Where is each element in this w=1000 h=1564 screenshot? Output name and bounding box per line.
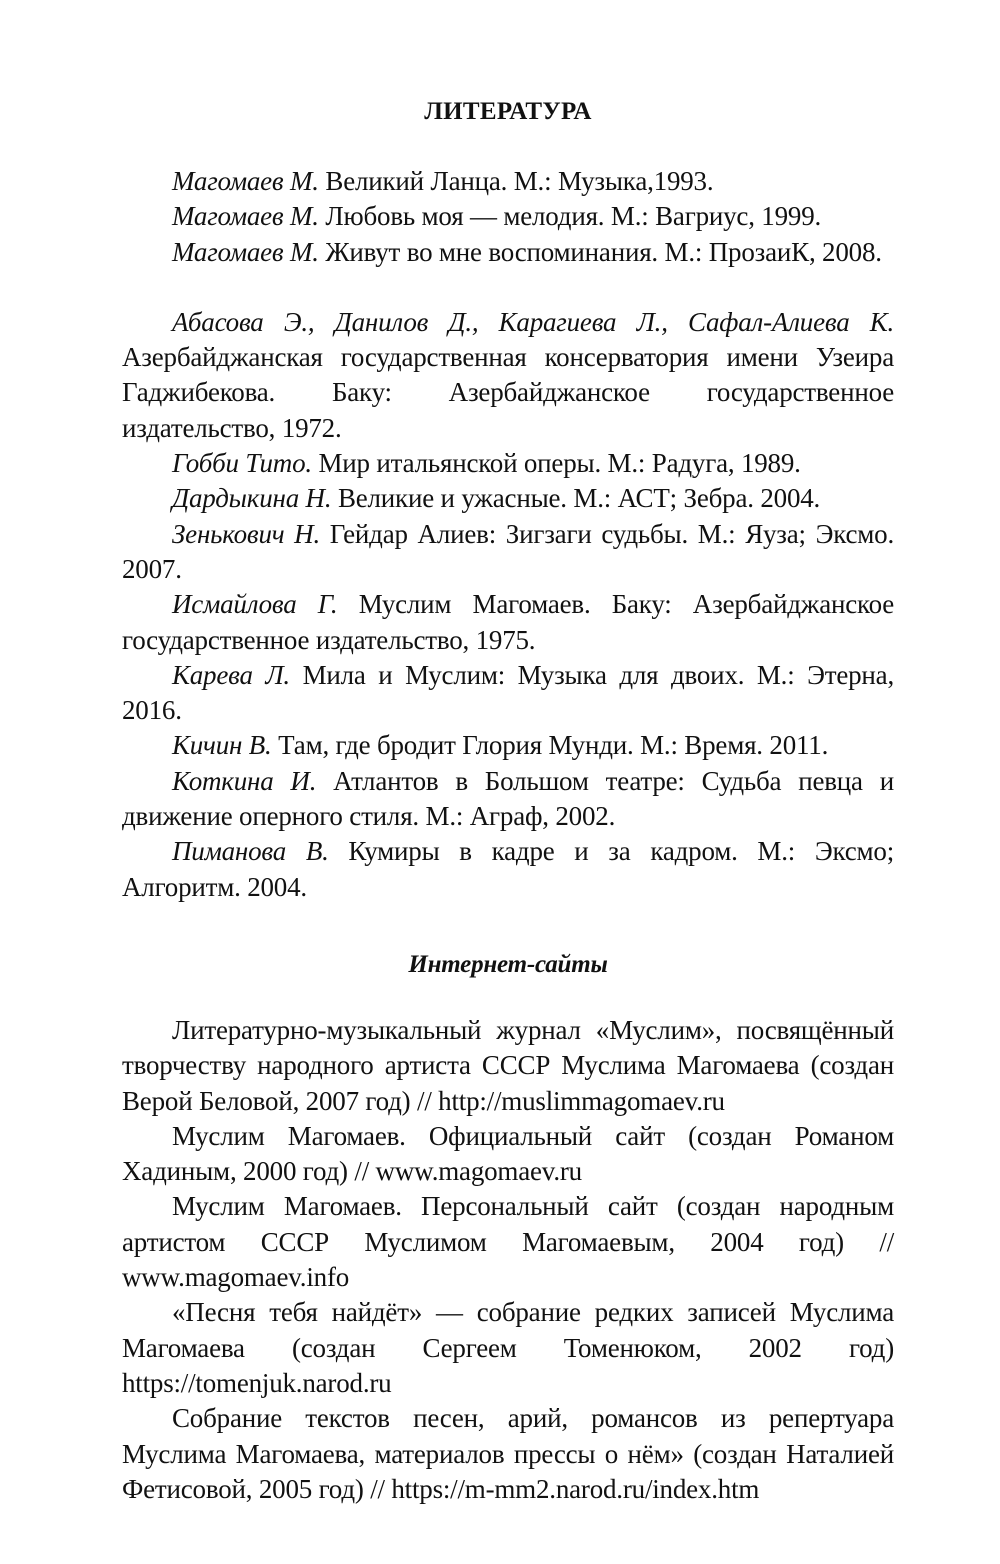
entry-text: Кумиры в кадре и за кадром. М.: Эксмо; Алгоритм. 2004. [122,836,894,902]
entry-author: Исмайлова Г. [172,589,338,620]
list-item [122,587,894,658]
list-item [122,305,894,446]
entry-author: Пиманова В. [172,836,329,867]
entry-author: Дардыкина Н. [172,483,332,514]
entry-text: Мир итальянской оперы. М.: Радуга, 1989. [311,448,801,479]
entry-author: Абасова Э., Данилов Д., Карагиева Л., Сафал-Алиева К. [172,306,894,337]
entry-text: Живут во мне воспоминания. М.: ПрозаиК, 2008. [318,236,882,267]
literature-list [122,305,894,905]
entry-text: Великие и ужасные. М.: АСТ; Зебра. 2004. [331,483,821,514]
entry-author: Магомаев М. [172,236,319,267]
entry-text: Любовь моя — мелодия. М.: Вагриус, 1999. [318,201,822,232]
entry-text: Азербайджанская государственная консерватория имени Узеира Гаджибекова. Баку: Азербайджанское государственное издательство, 1972. [122,342,894,443]
list-item [122,481,894,516]
bibliography-page [122,92,894,1507]
page-title: ЛИТЕРАТУРА [424,98,592,125]
list-item [122,446,894,481]
entry-author: Зенькович Н. [172,518,321,549]
list-item [122,658,894,729]
list-item [122,164,894,199]
entry-author: Магомаев М. [172,201,319,232]
entry-text: Мила и Муслим: Музыка для двоих. М.: Этерна, 2016. [122,659,894,726]
entry-text: Гейдар Алиев: Зигзаги судьбы. М.: Яуза; Эксмо. 2007. [122,518,894,584]
list-item [122,764,894,835]
list-item: Литературно-музыкальный журнал «Муслим», посвящённый творчеству народного артиста СССР Муслима Магомаева (создан Верой Беловой, 2007 год) // http://muslimmagomaev.ru [122,1014,894,1116]
list-item: Муслим Магомаев. Персональный сайт (создан народным артистом СССР Муслимом Магомаевым, 2004 год) // www.magomaev.info [122,1191,894,1293]
own-books-list [122,164,894,270]
list-item [122,517,894,588]
list-item [122,199,894,234]
entry-author: Карева Л. [172,659,290,690]
list-item: «Песня тебя найдёт» — собрание редких записей Муслима Магомаева (создан Сергеем Томенюком, 2002 год) https://tomenjuk.narod.ru [122,1297,894,1398]
entry-author: Магомаев М. [172,166,319,196]
entry-author: Гобби Тито. [172,448,312,479]
section-gap [122,270,894,305]
list-item: Собрание текстов песен, арий, романсов из репертуара Муслима Магомаева, материалов прессы о нём» (создан Наталией Фетисовой, 2005 год) // https://m-mm2.narod.ru/index.htm [122,1403,894,1504]
list-item [122,235,894,270]
entry-text: Великий Ланца. М.: Музыка,1993. [318,166,714,196]
entry-text: Атлантов в Большом театре: Судьба певца и движение оперного стиля. М.: Аграф, 2002. [122,765,894,832]
entry-author: Коткина И. [172,765,317,796]
internet-sites-list [122,1013,894,1507]
entry-text: Муслим Магомаев. Баку: Азербайджанское государственное издательство, 1975. [122,589,894,655]
internet-sites-heading: Интернет-сайты [408,950,608,978]
list-item [122,834,894,905]
list-item: Муслим Магомаев. Официальный сайт (создан Романом Хадиным, 2000 год) // www.magomaev.ru [122,1120,894,1187]
entry-text: Там, где бродит Глория Мунди. М.: Время. 2011. [271,730,829,761]
list-item [122,728,894,763]
entry-author: Кичин В. [172,730,272,761]
